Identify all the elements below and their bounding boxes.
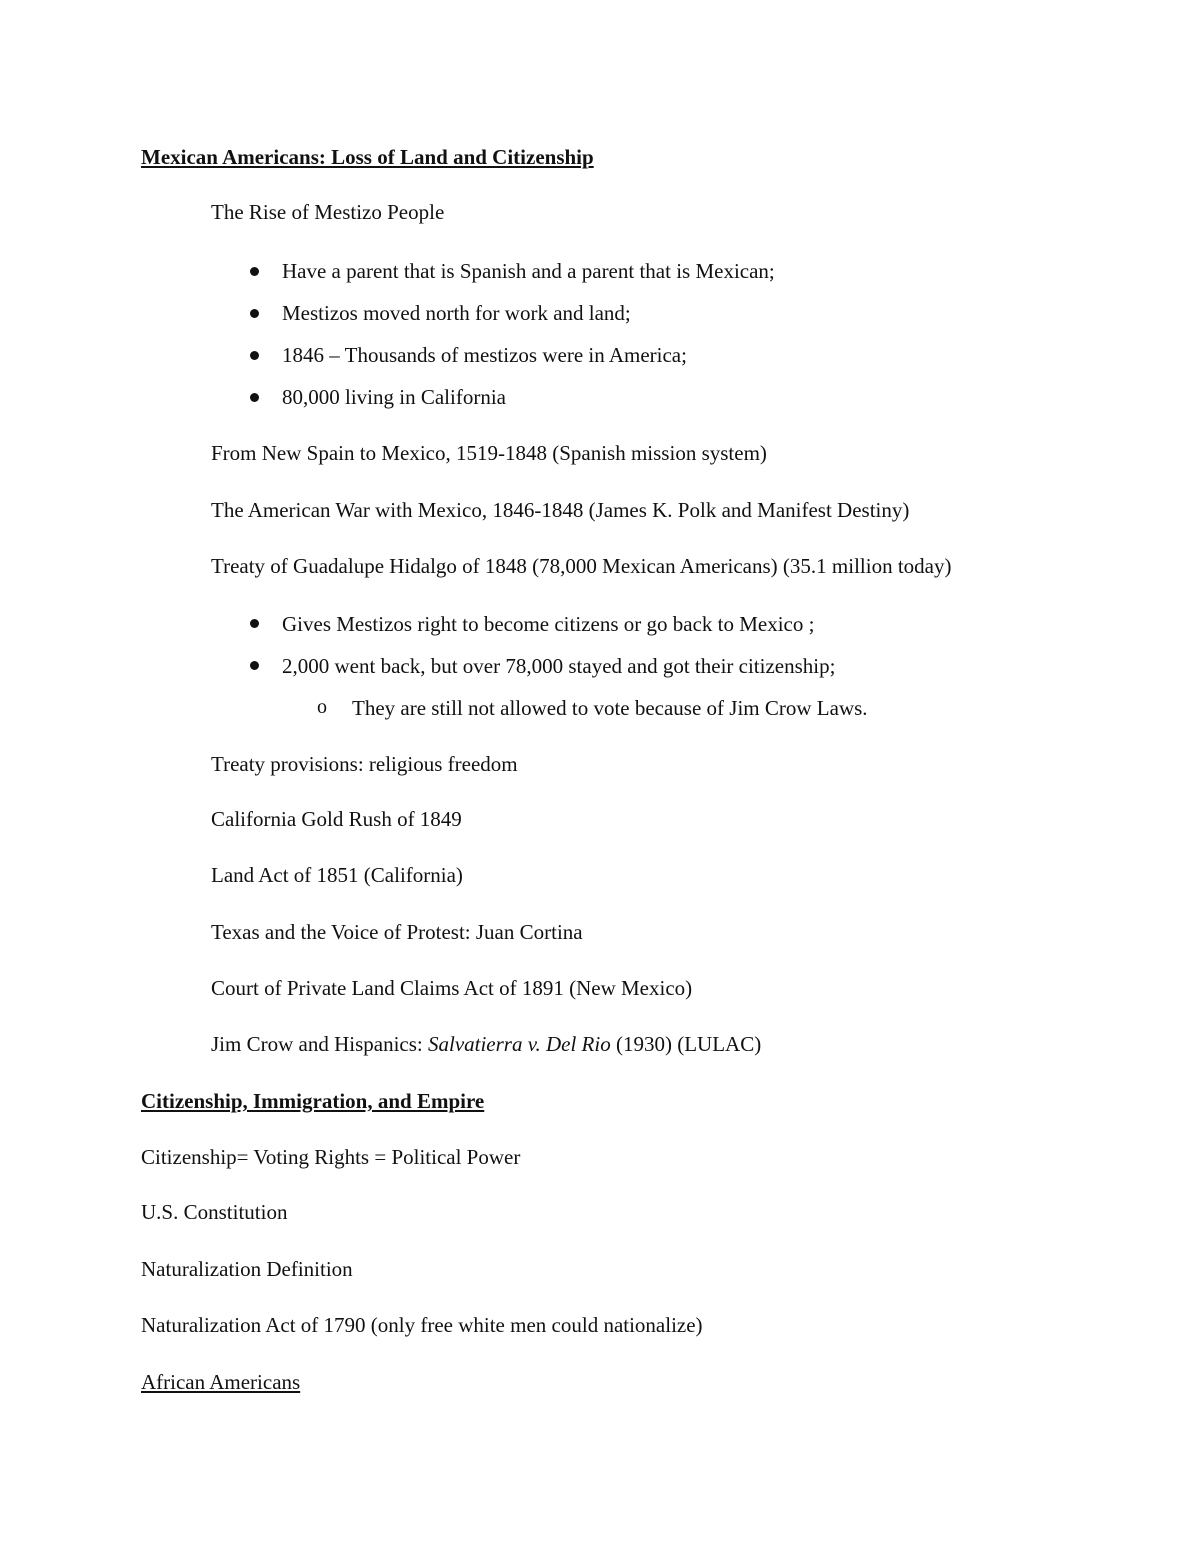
bullet-icon — [250, 661, 259, 670]
jim-crow-suffix: (1930) (LULAC) — [610, 1032, 762, 1056]
list-item: Mestizos moved north for work and land; — [282, 301, 631, 325]
mestizo-title: The Rise of Mestizo People — [211, 200, 445, 224]
bullet-icon — [250, 309, 259, 318]
bullet-icon — [250, 267, 259, 276]
bullet-icon — [250, 619, 259, 628]
section-heading-citizenship: Citizenship, Immigration, and Empire — [141, 1089, 485, 1113]
jim-crow-prefix: Jim Crow and Hispanics: — [211, 1032, 428, 1056]
african-americans-heading: African Americans — [141, 1370, 301, 1394]
constitution-line: U.S. Constitution — [141, 1200, 288, 1224]
list-item: Gives Mestizos right to become citizens or go back to Mexico ; — [282, 612, 815, 636]
provisions-line: Treaty provisions: religious freedom — [211, 752, 518, 776]
naturalization-definition-line: Naturalization Definition — [141, 1257, 353, 1281]
naturalization-act-line: Naturalization Act of 1790 (only free white men could nationalize) — [141, 1313, 703, 1337]
citizenship-equation: Citizenship= Voting Rights = Political Power — [141, 1145, 521, 1169]
gold-rush-line: California Gold Rush of 1849 — [211, 807, 462, 831]
list-item: 1846 – Thousands of mestizos were in America; — [282, 343, 687, 367]
sub-list-item: They are still not allowed to vote because of Jim Crow Laws. — [352, 696, 868, 720]
land-act-line: Land Act of 1851 (California) — [211, 863, 463, 887]
treaty-line: Treaty of Guadalupe Hidalgo of 1848 (78,000 Mexican Americans) (35.1 million today) — [211, 554, 952, 578]
list-item: Have a parent that is Spanish and a parent that is Mexican; — [282, 259, 775, 283]
jim-crow-line — [211, 1031, 761, 1057]
bullet-icon — [250, 393, 259, 402]
section-heading-mexican-americans: Mexican Americans: Loss of Land and Citizenship — [141, 145, 594, 169]
court-case-title: Salvatierra v. Del Rio — [427, 1032, 611, 1056]
hollow-bullet-icon: o — [317, 696, 327, 718]
list-item: 80,000 living in California — [282, 385, 506, 409]
new-spain-line: From New Spain to Mexico, 1519-1848 (Spanish mission system) — [211, 441, 767, 465]
court-line: Court of Private Land Claims Act of 1891 (New Mexico) — [211, 976, 693, 1000]
bullet-icon — [250, 351, 259, 360]
list-item: 2,000 went back, but over 78,000 stayed and got their citizenship; — [282, 654, 836, 678]
texas-line: Texas and the Voice of Protest: Juan Cortina — [211, 920, 583, 944]
war-line: The American War with Mexico, 1846-1848 (James K. Polk and Manifest Destiny) — [211, 498, 910, 522]
